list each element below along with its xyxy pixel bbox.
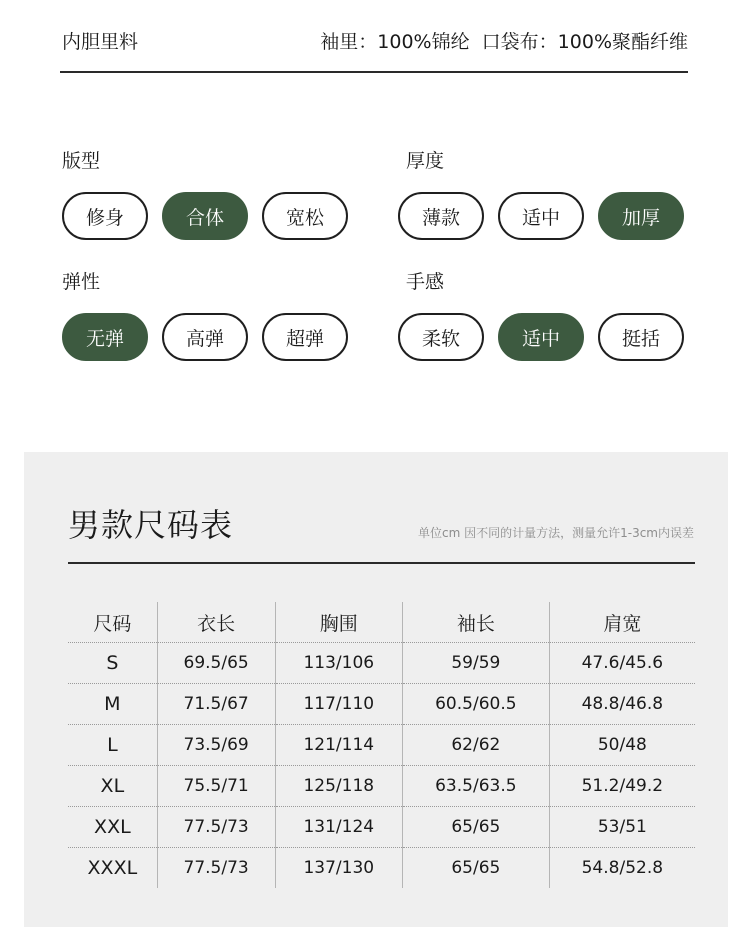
size-table-cell: XL bbox=[68, 766, 157, 807]
size-chart-panel bbox=[24, 452, 728, 927]
size-table-cell: 59/59 bbox=[402, 643, 549, 684]
size-table-header-cell: 肩宽 bbox=[549, 602, 695, 643]
size-table-row bbox=[68, 684, 695, 725]
size-table-cell: 65/65 bbox=[402, 848, 549, 889]
size-table-header-cell: 袖长 bbox=[402, 602, 549, 643]
lining-value: 袖里：100%锦纶 口袋布：100%聚酯纤维 bbox=[320, 30, 688, 53]
feel-option[interactable]: 挺括 bbox=[598, 313, 684, 361]
size-table-cell: 71.5/67 bbox=[157, 684, 275, 725]
size-table-cell: 77.5/73 bbox=[157, 848, 275, 889]
feel-option[interactable]: 柔软 bbox=[398, 313, 484, 361]
size-table-row bbox=[68, 848, 695, 889]
lining-label: 内胆里料 bbox=[62, 30, 139, 53]
size-table-cell: 75.5/71 bbox=[157, 766, 275, 807]
thickness-label: 厚度 bbox=[406, 150, 445, 172]
size-chart-title: 男款尺码表 bbox=[68, 506, 234, 544]
size-chart-note: 单位cm 因不同的计量方法，测量允许1-3cm内误差 bbox=[418, 526, 694, 540]
size-table-cell: 65/65 bbox=[402, 807, 549, 848]
feel-label: 手感 bbox=[406, 271, 445, 293]
elasticity-option[interactable]: 无弹 bbox=[62, 313, 148, 361]
size-table-cell: 125/118 bbox=[275, 766, 402, 807]
elasticity-options bbox=[62, 313, 362, 361]
size-table-cell: 117/110 bbox=[275, 684, 402, 725]
size-table-cell: 53/51 bbox=[549, 807, 695, 848]
fit-option[interactable]: 宽松 bbox=[262, 192, 348, 240]
lining-row bbox=[62, 22, 688, 58]
elasticity-label: 弹性 bbox=[62, 271, 101, 293]
fit-options bbox=[62, 192, 362, 240]
size-table-cell: 47.6/45.6 bbox=[549, 643, 695, 684]
size-table-cell: XXL bbox=[68, 807, 157, 848]
size-table-cell: XXXL bbox=[68, 848, 157, 889]
size-table-cell: 121/114 bbox=[275, 725, 402, 766]
thickness-option[interactable]: 薄款 bbox=[398, 192, 484, 240]
size-table-header-cell: 衣长 bbox=[157, 602, 275, 643]
size-table-cell: 77.5/73 bbox=[157, 807, 275, 848]
size-table-cell: 131/124 bbox=[275, 807, 402, 848]
thickness-option[interactable]: 适中 bbox=[498, 192, 584, 240]
elasticity-option[interactable]: 超弹 bbox=[262, 313, 348, 361]
size-table-cell: 60.5/60.5 bbox=[402, 684, 549, 725]
size-table-header-cell: 尺码 bbox=[93, 612, 132, 635]
size-table-cell: 62/62 bbox=[402, 725, 549, 766]
size-table-cell: L bbox=[68, 725, 157, 766]
size-table-cell: 113/106 bbox=[275, 643, 402, 684]
size-table-cell: 50/48 bbox=[549, 725, 695, 766]
size-table-header-row bbox=[68, 602, 695, 643]
size-table-body bbox=[68, 643, 695, 889]
size-table-row bbox=[68, 643, 695, 684]
fit-label: 版型 bbox=[62, 150, 101, 172]
fit-option[interactable]: 合体 bbox=[162, 192, 248, 240]
size-table-row bbox=[68, 807, 695, 848]
size-table-cell: 63.5/63.5 bbox=[402, 766, 549, 807]
size-table-cell: 51.2/49.2 bbox=[549, 766, 695, 807]
lining-divider bbox=[60, 71, 688, 73]
size-chart-divider bbox=[68, 562, 695, 564]
size-table-cell: 69.5/65 bbox=[157, 643, 275, 684]
feel-option[interactable]: 适中 bbox=[498, 313, 584, 361]
thickness-options bbox=[398, 192, 698, 240]
size-table-cell: 137/130 bbox=[275, 848, 402, 889]
size-table-header-cell: 胸围 bbox=[275, 602, 402, 643]
feel-options bbox=[398, 313, 698, 361]
size-table bbox=[68, 602, 695, 888]
size-table-cell: S bbox=[68, 643, 157, 684]
elasticity-option[interactable]: 高弹 bbox=[162, 313, 248, 361]
size-table-cell: 48.8/46.8 bbox=[549, 684, 695, 725]
size-table-cell: 73.5/69 bbox=[157, 725, 275, 766]
size-table-row bbox=[68, 725, 695, 766]
size-table-cell: 54.8/52.8 bbox=[549, 848, 695, 889]
size-table-row bbox=[68, 766, 695, 807]
size-table-cell: M bbox=[68, 684, 157, 725]
thickness-option[interactable]: 加厚 bbox=[598, 192, 684, 240]
fit-option[interactable]: 修身 bbox=[62, 192, 148, 240]
